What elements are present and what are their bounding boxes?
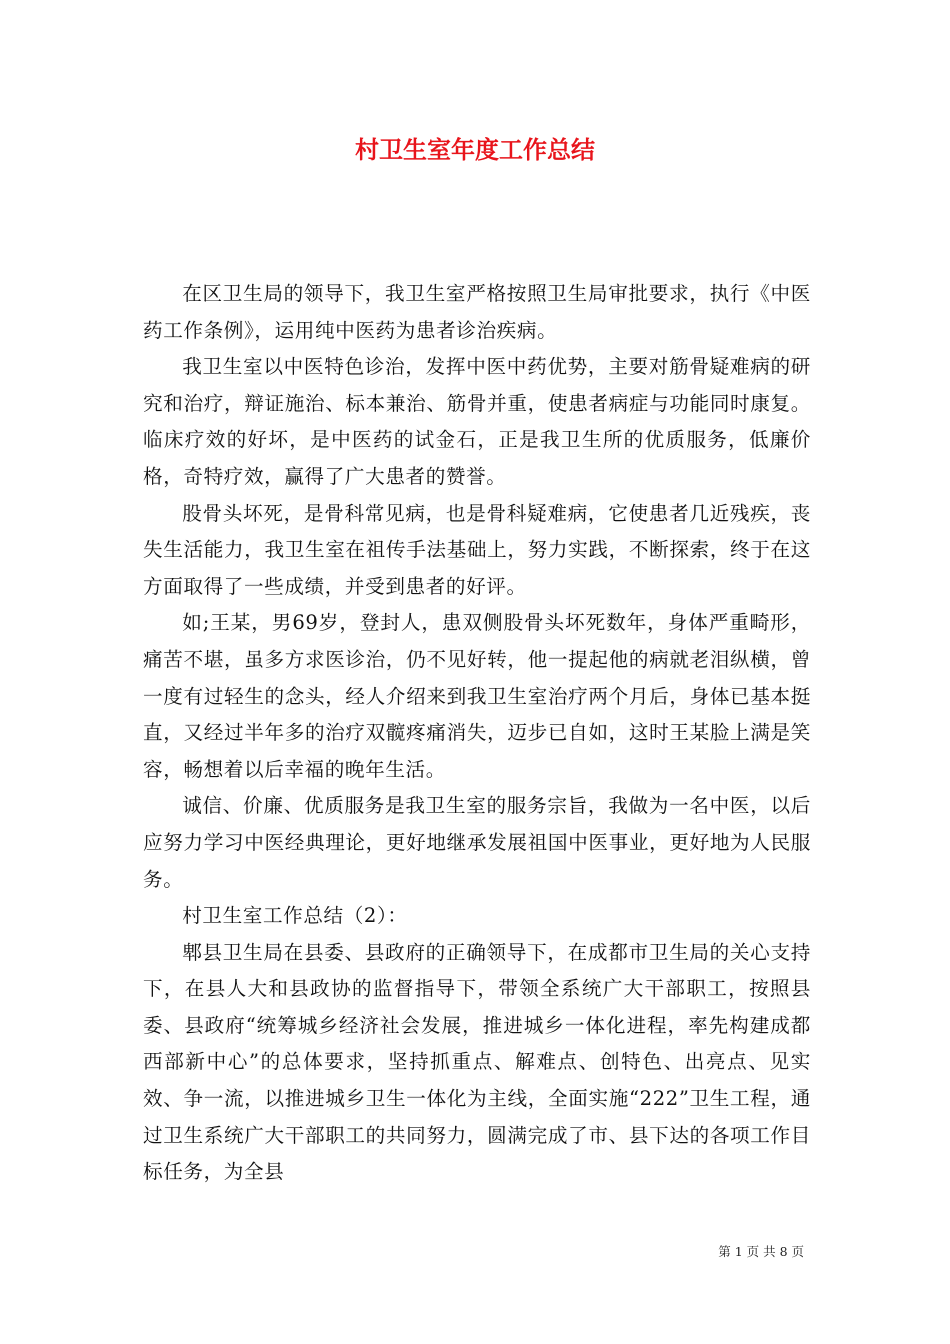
document-body: [143, 276, 811, 1191]
paragraph: 我卫生室以中医特色诊治，发挥中医中药优势，主要对筋骨疑难病的研究和治疗，辩证施治、标本兼治、筋骨并重，使患者病症与功能同时康复。临床疗效的好坏，是中医药的试金石，正是我卫生所的优质服务，低廉价格，奇特疗效，赢得了广大患者的赞誉。: [143, 355, 811, 488]
section-heading: 村卫生室工作总结（2）：: [182, 904, 408, 928]
paragraph: 郫县卫生局在县委、县政府的正确领导下，在成都市卫生局的关心支持下，在县人大和县政协的监督指导下，带领全系统广大干部职工，按照县委、县政府“统筹城乡经济社会发展，推进城乡一体化进程，率先构建成都西部新中心”的总体要求，坚持抓重点、解难点、创特色、出亮点、见实效、争一流，以推进城乡卫生一体化为主线，全面实施“222”卫生工程，通过卫生系统广大干部职工的共同努力，圆满完成了市、县下达的各项工作目标任务，为全县: [143, 940, 811, 1184]
paragraph: 股骨头坏死，是骨科常见病，也是骨科疑难病，它使患者几近残疾，丧失生活能力，我卫生室在祖传手法基础上，努力实践，不断探索，终于在这方面取得了一些成绩，并受到患者的好评。: [143, 501, 811, 598]
paragraph: 如;王某，男69岁，登封人，患双侧股骨头坏死数年，身体严重畸形，痛苦不堪，虽多方求医诊治，仍不见好转，他一提起他的病就老泪纵横，曾一度有过轻生的念头，经人介绍来到我卫生室治疗两个月后，身体已基本挺直，又经过半年多的治疗双髋疼痛消失，迈步已自如，这时王某脸上满是笑容，畅想着以后幸福的晚年生活。: [143, 611, 811, 781]
page-number: 第 1 页 共 8 页: [718, 1244, 804, 1259]
paragraph: 诚信、价廉、优质服务是我卫生室的服务宗旨，我做为一名中医，以后应努力学习中医经典理论，更好地继承发展祖国中医事业，更好地为人民服务。: [143, 794, 811, 891]
document-title: 村卫生室年度工作总结: [355, 135, 595, 164]
paragraph: 在区卫生局的领导下，我卫生室严格按照卫生局审批要求，执行《中医药工作条例》，运用纯中医药为患者诊治疾病。: [143, 282, 811, 342]
